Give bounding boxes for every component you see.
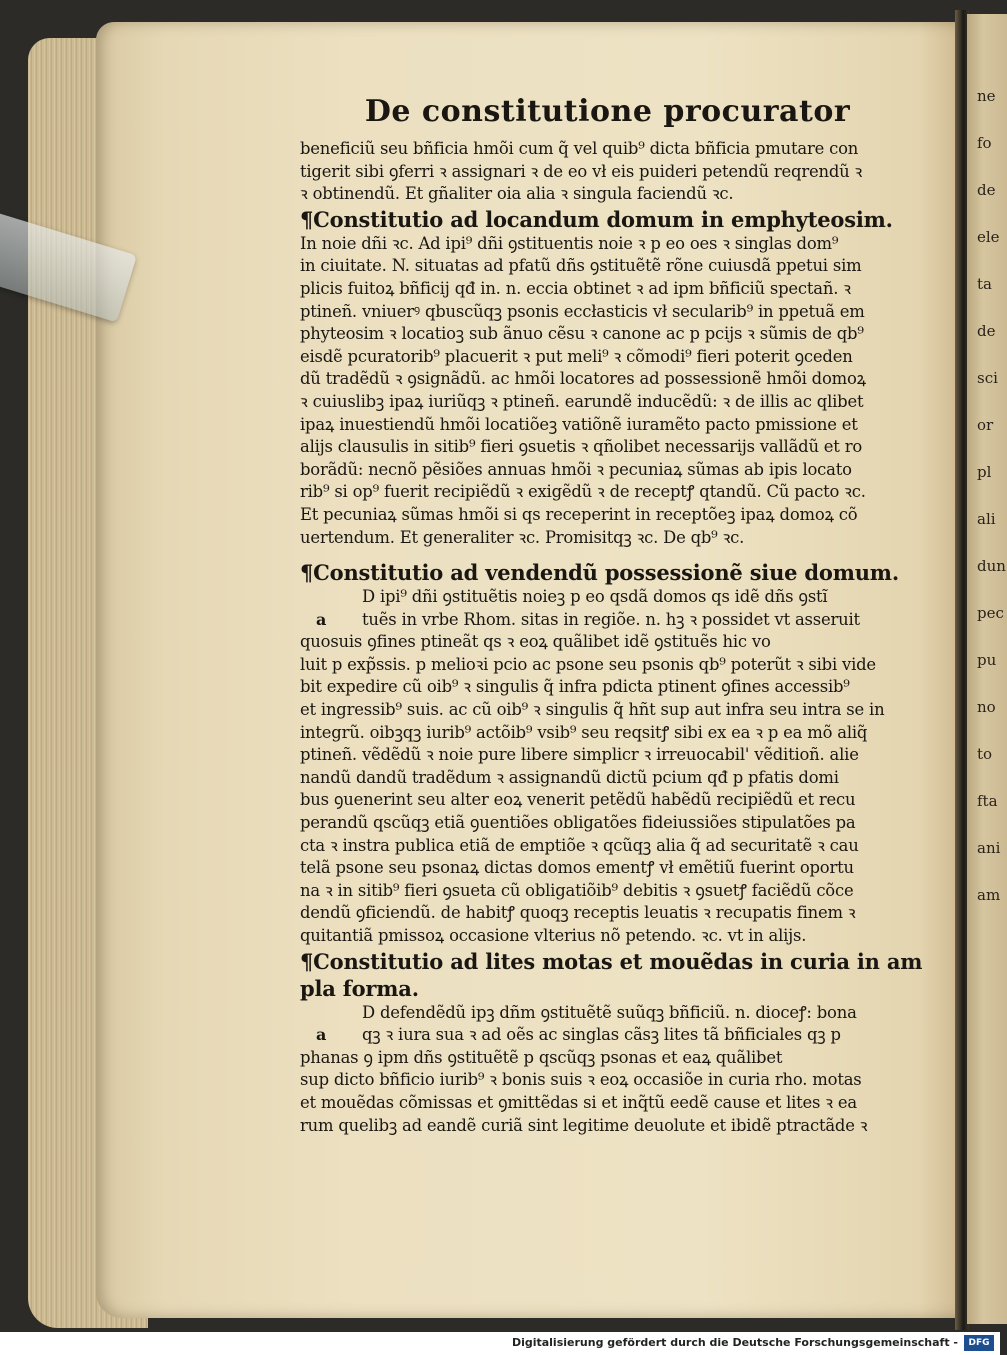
line-text: eisdẽ pcuratorib⁹ placuerit ꝛ put meli⁹ ꝛ cõmodi⁹ fieri poterit ꝯceden bbox=[300, 346, 853, 366]
footer-bar bbox=[0, 1332, 1000, 1355]
section-title: pla forma. bbox=[300, 975, 419, 1001]
line-text: phyteosim ꝛ locatioꝫ sub ãnuo cẽsu ꝛ canone ac p pcijs ꝛ sũmis de qb⁹ bbox=[300, 324, 864, 344]
text-line bbox=[300, 1069, 875, 1092]
line-text: cta ꝛ instra publica etiã de emptiõe ꝛ qcũqꝫ alia q̃ ad securitatẽ ꝛ cau bbox=[300, 835, 859, 855]
text-block bbox=[300, 92, 923, 1137]
facing-fragment: to bbox=[977, 745, 993, 763]
line-text: luit p exp̃ssis. p melioꝛi pcio ac psone seu psonis qb⁹ poterũt ꝛ sibi vide bbox=[300, 654, 876, 674]
line-text: bus ꝯuenerint seu alter eoꝝ venerit petẽdũ habẽdũ recipiẽdũ et recu bbox=[300, 790, 856, 810]
line-text: rum quelibꝫ ad eandẽ curiã sint legitime deuolute et ibidẽ ptractãde ꝛ bbox=[300, 1115, 868, 1135]
text-line bbox=[300, 527, 875, 550]
line-text: D ipi⁹ dñi ꝯstituẽtis noieꝫ p eo qsdã domos qs idẽ dñs ꝯstĩ bbox=[362, 587, 828, 607]
facing-fragment: ali bbox=[977, 510, 996, 528]
line-text: Et pecuniaꝝ sũmas hmõi si qs receperint in receptõeꝫ ipaꝝ domoꝝ cõ bbox=[300, 504, 858, 524]
facing-fragment: pec bbox=[977, 604, 1004, 622]
section-title: ¶Constitutio ad locandum domum in emphyteosim. bbox=[300, 206, 893, 232]
funding-notice: Digitalisierung gefördert durch die Deutsche Forschungsgemeinschaft - bbox=[511, 1336, 958, 1349]
text-line bbox=[300, 1092, 875, 1115]
section-gap bbox=[300, 549, 875, 559]
line-text: D defendẽdũ ipꝫ dñm ꝯstituẽtẽ suũqꝫ bñficiũ. n. dioceꝭ: bona bbox=[362, 1002, 857, 1022]
line-text: na ꝛ in sitib⁹ fieri ꝯsueta cũ obligatiõib⁹ debitis ꝛ ꝯsuetꝭ faciẽdũ cõce bbox=[300, 880, 854, 900]
line-text: dendũ ꝯficiendũ. de habitꝭ quoqꝫ receptis leuatis ꝛ recupatis finem ꝛ bbox=[300, 903, 856, 923]
text-line bbox=[300, 586, 875, 609]
text-line bbox=[300, 654, 875, 677]
running-heading: De constitutione procurator bbox=[364, 94, 851, 129]
line-text: tuẽs in vrbe Rhom. sitas in regiõe. n. hꝫ ꝛ possidet vt asseruit bbox=[362, 609, 860, 629]
dfg-logo: DFG bbox=[964, 1335, 994, 1351]
line-text: sup dicto bñficio iurib⁹ ꝛ bonis suis ꝛ eoꝝ occasiõe in curia rho. motas bbox=[300, 1070, 862, 1090]
facing-fragment: ele bbox=[977, 228, 1000, 246]
text-line bbox=[300, 368, 875, 391]
text-line bbox=[300, 902, 875, 925]
line-text: uertendum. Et generaliter ꝛc. Promisitqꝫ ꝛc. De qb⁹ ꝛc. bbox=[300, 527, 745, 547]
facing-fragment: ne bbox=[977, 87, 996, 105]
line-text: telã psone seu psonaꝝ dictas domos ementꝭ vł emẽtiũ fuerint oportu bbox=[300, 858, 854, 878]
line-text: ꝛ cuiuslibꝫ ipaꝝ iuriũqꝫ ꝛ ptineñ. earundẽ inducẽdũ: ꝛ de illis ac qlibet bbox=[300, 391, 864, 411]
line-text: ptineñ. vniuerꝰ qbuscũqꝫ psonis eccłasticis vł secularib⁹ in ppetuã em bbox=[300, 301, 865, 321]
text-line bbox=[300, 1002, 875, 1025]
facing-fragment: pu bbox=[977, 651, 997, 669]
line-text: alijs clausulis in sitib⁹ fieri ꝯsuetis ꝛ qñolibet necessarijs vallãdũ et ro bbox=[300, 437, 863, 457]
text-line bbox=[300, 255, 875, 278]
text-line bbox=[300, 278, 875, 301]
marginal-marker: a bbox=[316, 1025, 327, 1045]
line-text: perandũ qscũqꝫ etiã ꝯuentiões obligatões fideiussiões stipulatões pa bbox=[300, 813, 856, 833]
facing-fragment: ani bbox=[977, 839, 1001, 857]
text-line bbox=[300, 323, 875, 346]
text-line bbox=[300, 699, 885, 722]
line-text: ipaꝝ inuestiendũ hmõi locatiõeꝫ vatiõnẽ iuramẽto pacto pmissione et bbox=[300, 414, 858, 434]
text-line bbox=[300, 676, 875, 699]
text-line bbox=[300, 609, 875, 632]
text-line bbox=[300, 880, 875, 903]
text-line bbox=[300, 835, 875, 858]
line-text: tigerit sibi ꝯferri ꝛ assignari ꝛ de eo vł eis puideri petendũ reqrendũ ꝛ bbox=[300, 161, 863, 181]
text-line bbox=[300, 346, 875, 369]
text-line bbox=[300, 1047, 875, 1070]
text-line bbox=[300, 812, 875, 835]
marginal-marker: a bbox=[316, 609, 327, 629]
facing-fragment: no bbox=[977, 698, 996, 716]
facing-fragment: pl bbox=[977, 463, 992, 481]
text-line bbox=[300, 744, 875, 767]
facing-fragment: sci bbox=[977, 369, 998, 387]
text-line bbox=[300, 301, 875, 324]
line-text: dũ tradẽdũ ꝛ ꝯsignãdũ. ac hmõi locatores ad possessionẽ hmõi domoꝝ bbox=[300, 369, 866, 389]
line-text: integrũ. oibꝫqꝫ iurib⁹ actõib⁹ vsib⁹ seu reqsitꝭ sibi ex ea ꝛ p ea mõ aliq̃ bbox=[300, 722, 868, 742]
text-line bbox=[300, 436, 875, 459]
text-line bbox=[300, 504, 875, 527]
text-line bbox=[300, 925, 875, 948]
line-text: quosuis ꝯfines ptineãt qs ꝛ eoꝝ quãlibet idẽ ꝯstituẽs hic vo bbox=[300, 632, 771, 652]
text-line bbox=[300, 1024, 875, 1047]
facing-page-edge bbox=[967, 14, 1007, 1324]
text-line bbox=[300, 481, 875, 504]
text-line bbox=[300, 857, 875, 880]
text-line bbox=[300, 391, 875, 414]
line-text: plicis fuitoꝝ bñficij qđ in. n. eccia obtinet ꝛ ad ipm bñficiũ spectañ. ꝛ bbox=[300, 278, 851, 298]
section-title: ¶Constitutio ad lites motas et mouẽdas in curia in am bbox=[300, 948, 923, 974]
text-line bbox=[300, 767, 875, 790]
line-text: nandũ dandũ tradẽdum ꝛ assignandũ dictũ pcium qđ p pfatis domi bbox=[300, 767, 839, 787]
facing-fragment: de bbox=[977, 322, 996, 340]
line-text: et mouẽdas cõmissas et ꝯmittẽdas si et inq̃tũ eedẽ cause et lites ꝛ ea bbox=[300, 1092, 857, 1112]
facing-fragment: de bbox=[977, 181, 996, 199]
line-text: ꝛ obtinendũ. Et gñaliter oia alia ꝛ singula faciendũ ꝛc. bbox=[300, 184, 734, 204]
line-text: quitantiã pmissoꝝ occasione vlterius nõ petendo. ꝛc. vt in alijs. bbox=[300, 926, 807, 945]
text-line bbox=[300, 414, 875, 437]
body-text bbox=[300, 138, 923, 1137]
line-text: In noie dñi ꝛc. Ad ipi⁹ dñi ꝯstituentis noie ꝛ p eo oes ꝛ singlas dom⁹ bbox=[300, 233, 839, 253]
line-text: borãdũ: necnõ pẽsiões annuas hmõi ꝛ pecuniaꝝ sũmas ab ipis locato bbox=[300, 459, 852, 479]
text-line bbox=[300, 459, 875, 482]
facing-fragment: fo bbox=[977, 134, 992, 152]
text-line bbox=[300, 789, 875, 812]
text-line bbox=[300, 161, 875, 184]
facing-fragment: or bbox=[977, 416, 994, 434]
section-title: ¶Constitutio ad vendendũ possessionẽ siue domum. bbox=[300, 560, 899, 586]
facing-fragment: fta bbox=[977, 792, 998, 810]
text-line bbox=[300, 233, 875, 256]
text-line bbox=[300, 138, 875, 161]
line-text: bit expedire cũ oib⁹ ꝛ singulis q̃ infra pdicta ptinent ꝯfines accessib⁹ bbox=[300, 677, 850, 697]
facing-fragment: ta bbox=[977, 275, 992, 293]
line-text: phanas ꝯ ipm dñs ꝯstituẽtẽ p qscũqꝫ psonas et eaꝝ quãlibet bbox=[300, 1047, 783, 1067]
line-text: rib⁹ si op⁹ fuerit recipiẽdũ ꝛ exigẽdũ ꝛ de receptꝭ qtandũ. Cũ pacto ꝛc. bbox=[300, 482, 866, 502]
line-text: qꝫ ꝛ iura sua ꝛ ad oẽs ac singlas cãsꝫ lites tã bñficiales qꝫ p bbox=[362, 1025, 841, 1045]
line-text: in ciuitate. N. situatas ad pfatũ dñs ꝯstituẽtẽ rõne cuiusdã ppetui sim bbox=[300, 256, 862, 276]
line-text: et ingressib⁹ suis. ac cũ oib⁹ ꝛ singulis q̃ hñt sup aut infra seu intra se in bbox=[300, 700, 885, 720]
text-line bbox=[300, 722, 875, 745]
line-text: beneficiũ seu bñficia hmõi cum q̃ vel quib⁹ dicta bñficia pmutare con bbox=[300, 139, 859, 158]
text-line bbox=[300, 183, 875, 206]
text-line bbox=[300, 1115, 875, 1138]
facing-fragment: dun bbox=[977, 557, 1006, 575]
text-line bbox=[300, 631, 875, 654]
line-text: ptineñ. vẽdẽdũ ꝛ noie pure libere simplicr ꝛ irreuocabil' vẽditioñ. alie bbox=[300, 745, 859, 765]
facing-fragment: am bbox=[977, 886, 1001, 904]
